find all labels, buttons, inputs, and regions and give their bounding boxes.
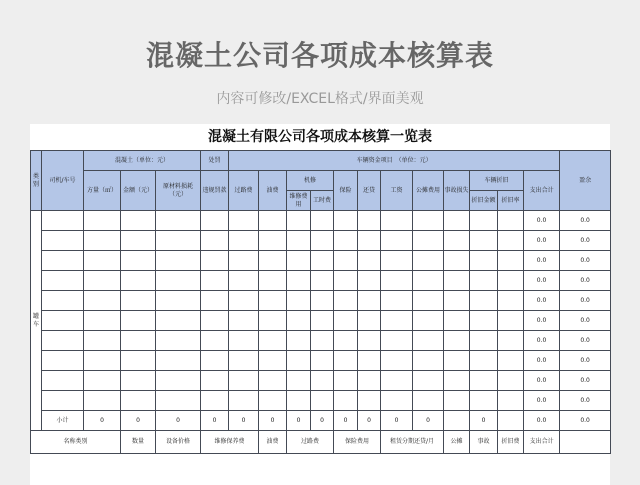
footer-name-category: 名称类别 [31,431,121,454]
subtotal-salary[interactable]: 0 [381,411,413,431]
page-subtitle: 内容可修改/EXCEL格式/界面美观 [216,91,424,107]
header-surplus: 盈余 [560,151,611,211]
header-material-loss: 原材料损耗（元） [156,171,201,211]
page-title: 混凝土公司各项成本核算表 [145,39,494,72]
header-accident-loss: 事故损失 [444,171,470,211]
footer-blank[interactable] [560,431,611,454]
header-shared-cost: 公摊费用 [413,171,444,211]
total-cell[interactable]: 0.0 [524,371,560,391]
table-row [31,391,611,411]
table-row [31,251,611,271]
header-volume: 方量（㎡） [84,171,121,211]
total-cell[interactable]: 0.0 [524,271,560,291]
subtotal-surplus[interactable]: 0.0 [560,411,611,431]
header-penalty-group: 处罚 [201,151,229,171]
header-concrete-group: 混凝土（单位：元） [84,151,201,171]
footer-fuel: 油费 [259,431,287,454]
total-cell[interactable]: 0.0 [524,231,560,251]
subtotal-row [31,411,611,431]
subtotal-label: 小计 [42,411,84,431]
total-cell[interactable]: 0.0 [524,391,560,411]
footer-maintenance: 维修保养费 [201,431,259,454]
subtotal-fuel[interactable]: 0 [259,411,287,431]
footer-insurance: 保险费用 [334,431,381,454]
header-labor-cost: 工时费 [311,191,334,211]
surplus-cell[interactable]: 0.0 [560,371,611,391]
table-row [31,371,611,391]
table-row [31,211,611,231]
surplus-cell[interactable]: 0.0 [560,391,611,411]
footer-total-expense: 支出合计 [524,431,560,454]
footer-row [31,431,611,454]
table-row [31,291,611,311]
footer-quantity: 数量 [121,431,156,454]
subtotal-labor-cost[interactable]: 0 [311,411,334,431]
header-insurance: 保险 [334,171,358,211]
header-driver-plate: 司机/车号 [42,151,84,211]
total-cell[interactable]: 0.0 [524,331,560,351]
subtotal-accident-loss[interactable] [444,411,470,431]
total-cell[interactable]: 0.0 [524,311,560,331]
header-fuel: 油费 [259,171,287,211]
surplus-cell[interactable]: 0.0 [560,351,611,371]
surplus-cell[interactable]: 0.0 [560,251,611,271]
subtotal-penalty[interactable]: 0 [201,411,229,431]
header-repair-group: 机修 [287,171,334,191]
subtotal-depreciation-amount[interactable]: 0 [470,411,498,431]
surplus-cell[interactable]: 0.0 [560,211,611,231]
header-depreciation-rate: 折旧率 [498,191,524,211]
surplus-cell[interactable]: 0.0 [560,231,611,251]
subtotal-volume[interactable]: 0 [84,411,121,431]
header-depreciation-group: 车辆折旧 [470,171,524,191]
total-cell[interactable]: 0.0 [524,291,560,311]
total-cell[interactable]: 0.0 [524,211,560,231]
surplus-cell[interactable]: 0.0 [560,311,611,331]
header-depreciation-amount: 折旧金额 [470,191,498,211]
header-toll: 过路费 [229,171,259,211]
table-row [31,331,611,351]
footer-depreciation: 折旧费 [498,431,524,454]
header-category: 类别 [31,151,42,211]
subtotal-material-loss[interactable]: 0 [156,411,201,431]
subtotal-total[interactable]: 0.0 [524,411,560,431]
subtotal-depreciation-rate[interactable] [498,411,524,431]
subtotal-amount[interactable]: 0 [121,411,156,431]
surplus-cell[interactable]: 0.0 [560,271,611,291]
table-row [31,231,611,251]
header-amount: 金额（元） [121,171,156,211]
subtotal-insurance[interactable]: 0 [334,411,358,431]
header-penalty: 违规罚款 [201,171,229,211]
cost-table [30,150,611,454]
table-row [31,351,611,371]
subtotal-repair-cost[interactable]: 0 [287,411,311,431]
subtotal-loan[interactable]: 0 [358,411,381,431]
header-total-expense: 支出合计 [524,171,560,211]
surplus-cell[interactable]: 0.0 [560,291,611,311]
table-row [31,271,611,291]
subtotal-toll[interactable]: 0 [229,411,259,431]
table-row [31,311,611,331]
header-salary: 工资 [381,171,413,211]
header-repair-cost: 维修费用 [287,191,311,211]
footer-equipment-price: 设备价格 [156,431,201,454]
surplus-cell[interactable]: 0.0 [560,331,611,351]
footer-accident: 事故 [470,431,498,454]
category-cell[interactable]: 罐车 [31,211,42,431]
total-cell[interactable]: 0.0 [524,251,560,271]
sheet-title: 混凝土有限公司各项成本核算一览表 [208,129,432,145]
header-vehicle-group: 车辆资金项目 （单位：元） [229,151,560,171]
footer-lease-installment: 租赁分期还贷/月 [381,431,444,454]
header-loan: 还贷 [358,171,381,211]
footer-shared: 公摊 [444,431,470,454]
total-cell[interactable]: 0.0 [524,351,560,371]
footer-toll: 过路费 [287,431,334,454]
subtotal-shared-cost[interactable]: 0 [413,411,444,431]
